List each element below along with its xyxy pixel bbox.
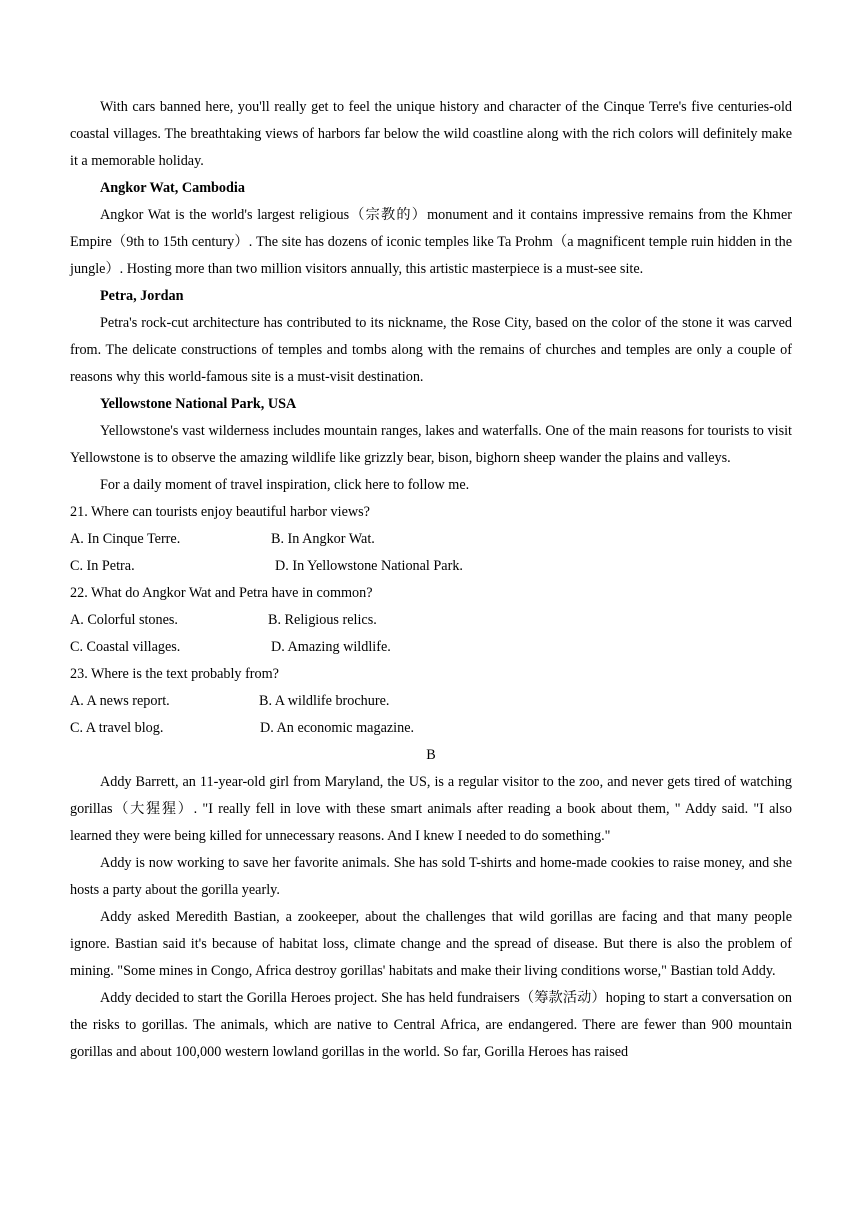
question-22-options-cd	[70, 634, 792, 661]
petra-paragraph: Petra's rock-cut architecture has contributed to its nickname, the Rose City, based on the color of the stone it was carved from. The delicate constructions of temples and tombs along with the remains of churches and temples are only a couple of reasons why this world-famous site is a must-visit destination.	[70, 315, 792, 385]
question-21-option-c: C. In Petra.	[70, 558, 135, 574]
section-b-paragraph: Addy decided to start the Gorilla Heroes project. She has held fundraisers（筹款活动）hoping to start a conversation on the risks to gorillas. The animals, which are native to Central Africa, are endangered. There are fewer than 900 mountain gorillas and about 100,000 western lowland gorillas in the world. So far, Gorilla Heroes has raised	[70, 990, 792, 1060]
yellowstone-paragraph: Yellowstone's vast wilderness includes mountain ranges, lakes and waterfalls. One of the main reasons for tourists to visit Yellowstone is to observe the amazing wildlife like grizzly bear, bison, bighorn sheep wander the plains and valleys.	[70, 423, 792, 466]
petra-heading: Petra, Jordan	[100, 288, 184, 304]
question-23-option-d: D. An economic magazine.	[260, 720, 415, 736]
angkor-heading: Angkor Wat, Cambodia	[100, 180, 245, 196]
cinque-terre-paragraph: With cars banned here, you'll really get to feel the unique history and character of the Cinque Terre's five centuries-old coastal villages. The breathtaking views of harbors far below the wild coastline along with the rich colors will definitely make it a memorable holiday.	[70, 99, 792, 169]
closing-line: For a daily moment of travel inspiration, click here to follow me.	[100, 477, 470, 493]
document-page	[70, 94, 792, 1066]
question-23-option-a: A. A news report.	[70, 693, 170, 709]
section-b-label: B	[426, 747, 436, 763]
angkor-paragraph: Angkor Wat is the world's largest religious（宗教的）monument and it contains impressive remains from the Khmer Empire（9th to 15th century）. The site has dozens of iconic temples like Ta Prohm（a magnificent temple ruin hidden in the jungle）. Hosting more than two million visitors annually, this artistic masterpiece is a must-see site.	[70, 207, 792, 277]
question-23-options-ab	[70, 688, 792, 715]
question-22-options-ab	[70, 607, 792, 634]
question-21-stem: 21. Where can tourists enjoy beautiful harbor views?	[70, 504, 370, 520]
section-b-paragraph: Addy asked Meredith Bastian, a zookeeper, about the challenges that wild gorillas are facing and that many people ignore. Bastian said it's because of habitat loss, climate change and the spread of disease. But there is also the problem of mining. "Some mines in Congo, Africa destroy gorillas' habitats and make their living conditions worse," Bastian told Addy.	[70, 909, 792, 979]
section-b-paragraph: Addy is now working to save her favorite animals. She has sold T-shirts and home-made cookies to raise money, and she hosts a party about the gorilla yearly.	[70, 855, 792, 898]
question-22-option-d: D. Amazing wildlife.	[271, 639, 391, 655]
question-21-option-d: D. In Yellowstone National Park.	[275, 558, 463, 574]
question-21-option-a: A. In Cinque Terre.	[70, 531, 181, 547]
section-b-paragraph: Addy Barrett, an 11-year-old girl from Maryland, the US, is a regular visitor to the zoo, and never gets tired of watching gorillas（大猩猩）. "I really fell in love with these smart animals after reading a book about them, " Addy said. "I also learned they were being killed for unnecessary reasons. And I knew I needed to do something."	[70, 774, 792, 844]
question-21-option-b: B. In Angkor Wat.	[271, 531, 375, 547]
question-23-options-cd	[70, 715, 792, 742]
question-22-option-a: A. Colorful stones.	[70, 612, 178, 628]
question-21-options-ab	[70, 526, 792, 553]
question-23-option-b: B. A wildlife brochure.	[259, 693, 390, 709]
question-22-option-b: B. Religious relics.	[268, 612, 377, 628]
question-23-stem: 23. Where is the text probably from?	[70, 666, 279, 682]
yellowstone-heading: Yellowstone National Park, USA	[100, 396, 297, 412]
question-22-option-c: C. Coastal villages.	[70, 639, 181, 655]
question-22-stem: 22. What do Angkor Wat and Petra have in common?	[70, 585, 373, 601]
question-23-option-c: C. A travel blog.	[70, 720, 164, 736]
question-21-options-cd	[70, 553, 792, 580]
